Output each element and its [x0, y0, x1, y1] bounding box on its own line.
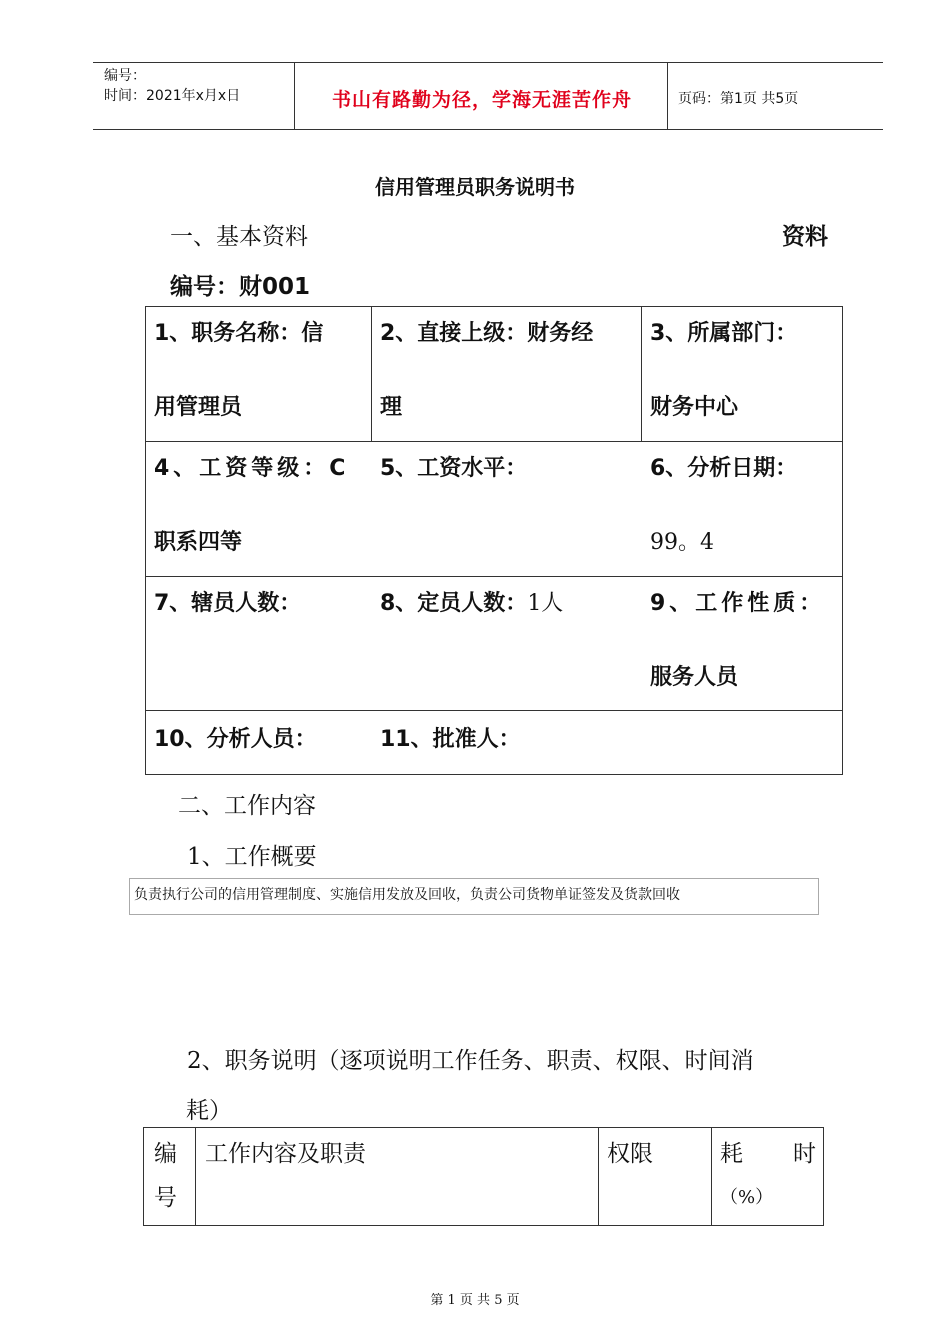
cell-line: 理 — [380, 395, 403, 420]
header-motto: 书山有路勤为径，学海无涯苦作舟 — [331, 89, 632, 111]
basic-info-table — [145, 306, 843, 775]
cell-line — [720, 1132, 816, 1176]
duties-header-authority: 权限 — [607, 1141, 653, 1167]
time-header-part: 耗 — [720, 1141, 743, 1167]
cell-line: 3、所属部门： — [650, 321, 798, 346]
table-col-divider — [711, 1128, 712, 1225]
cell-line: 职系四等 — [154, 530, 243, 555]
cell-job-title — [154, 297, 369, 445]
cell-line: 9、工作性质： — [650, 591, 826, 616]
cell-approver — [380, 703, 638, 777]
section2-sub2 — [187, 1036, 847, 1136]
table-col-divider — [641, 307, 642, 441]
duties-header-time — [720, 1132, 816, 1220]
page-footer: 第 1 页 共 5 页 — [430, 1293, 520, 1308]
cell-line: 2、直接上级：财务经 — [380, 321, 594, 346]
cell-line: 4、工资等级：C — [154, 456, 350, 481]
cell-line: 号 — [154, 1185, 177, 1211]
cell-department — [650, 297, 840, 445]
cell-work-nature — [650, 567, 840, 715]
duties-header-number — [154, 1132, 190, 1220]
header-bottom-line — [93, 129, 883, 130]
work-summary-box: 负责执行公司的信用管理制度、实施信用发放及回收，负责公司货物单证签发及货款回收 — [129, 878, 819, 915]
cell-line: 1、职务名称：信 — [154, 321, 324, 346]
cell-line: 编 — [154, 1141, 177, 1167]
section2-title: 二、工作内容 — [178, 793, 316, 819]
header-code-label: 编号： — [104, 68, 146, 84]
document-title: 信用管理员职务说明书 — [375, 175, 575, 199]
cell-supervisor — [380, 297, 638, 445]
cell-line: 服务人员 — [650, 665, 739, 690]
section1-right-label: 资料 — [782, 224, 828, 250]
cell-salary-grade — [154, 432, 374, 580]
cell-salary-level — [380, 432, 638, 506]
header-page-info: 页码：第1页 共5页 — [678, 91, 799, 107]
cell-line: 11、批准人： — [380, 727, 521, 752]
cell-line: 7、辖员人数： — [154, 591, 302, 616]
table-col-divider — [598, 1128, 599, 1225]
table-col-divider — [195, 1128, 196, 1225]
cell-analysis-date — [650, 432, 840, 580]
cell-line: 财务中心 — [650, 395, 739, 420]
duties-header-content: 工作内容及职责 — [205, 1141, 366, 1167]
cell-analyst — [154, 703, 369, 777]
section1-title: 一、基本资料 — [170, 224, 308, 250]
header-time-label: 时间：2021年x月x日 — [104, 88, 241, 104]
header-divider-1 — [294, 62, 295, 130]
time-header-part: 时 — [793, 1141, 816, 1167]
table-col-divider — [371, 307, 372, 441]
headcount-label: 8、定员人数： — [380, 591, 528, 616]
header-meta — [104, 66, 240, 106]
cell-line: 99。4 — [650, 530, 714, 555]
cell-line: 6、分析日期： — [650, 456, 798, 481]
cell-line — [380, 567, 638, 641]
header-top-line — [93, 62, 883, 63]
section2-sub1: 1、工作概要 — [187, 844, 317, 870]
cell-line: 用管理员 — [154, 395, 243, 420]
cell-line: 5、工资水平： — [380, 456, 528, 481]
cell-subordinates — [154, 567, 369, 641]
sub2-line2: 耗） — [186, 1098, 232, 1124]
headcount-value: 1人 — [527, 591, 564, 616]
sub2-line1: 2、职务说明（逐项说明工作任务、职责、权限、时间消 — [187, 1048, 754, 1074]
cell-line: （%） — [720, 1187, 774, 1208]
document-code: 编号：财001 — [170, 274, 311, 300]
cell-line: 10、分析人员： — [154, 727, 317, 752]
duties-table — [143, 1127, 824, 1226]
cell-headcount — [380, 567, 638, 641]
